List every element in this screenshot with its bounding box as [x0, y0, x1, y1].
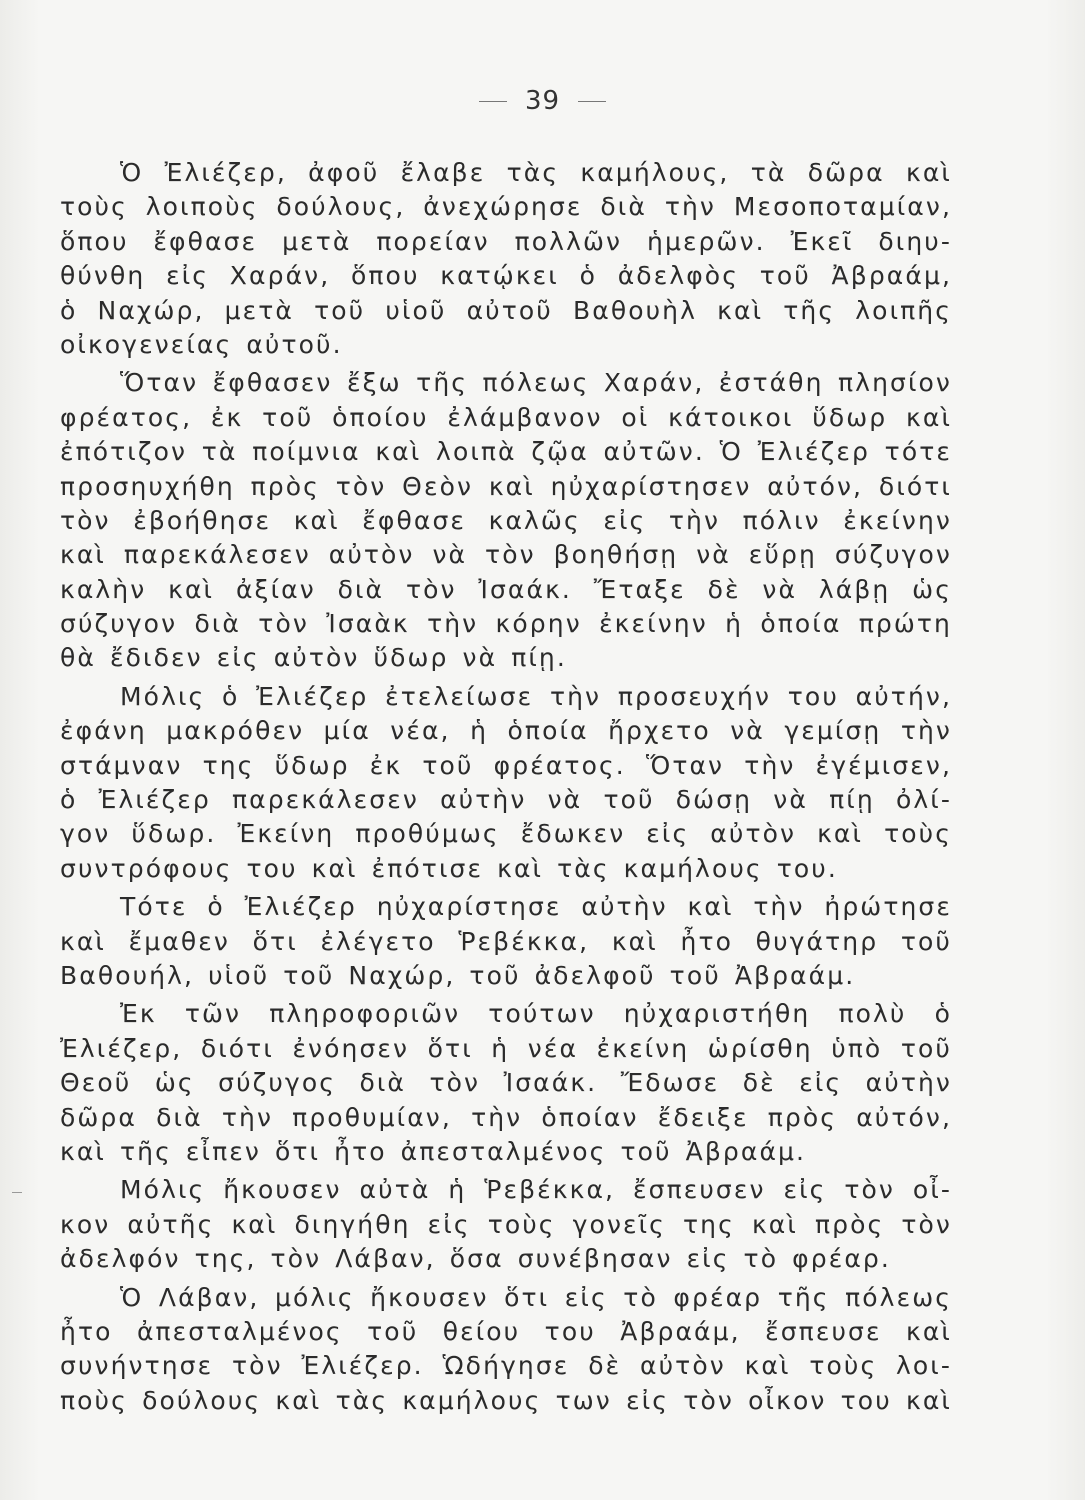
text-line: Ὁ Ἐλιέζερ, ἀφοῦ ἔλαβε τὰς καμήλους, τὰ δῶρα καὶ — [120, 158, 952, 187]
text-line: καὶ παρεκάλεσεν αὐτὸν νὰ τὸν βοηθήσῃ νὰ εὕρῃ σύζυγον — [60, 540, 952, 570]
text-line: συνήντησε τὸν Ἐλιέζερ. Ὡδήγησε δὲ αὐτὸν καὶ τοὺς λοι- — [60, 1351, 952, 1381]
page-number: 39 — [524, 86, 561, 116]
text-line: ὁ Ναχώρ, μετὰ τοῦ υἱοῦ αὐτοῦ Βαθουὴλ καὶ τῆς λοιπῆς — [60, 295, 952, 325]
paragraph-1 — [60, 156, 952, 362]
text-line: Βαθουήλ, υἱοῦ τοῦ Ναχώρ, τοῦ ἀδελφοῦ τοῦ Ἀβραάμ. — [60, 960, 856, 990]
text-line: τοὺς λοιποὺς δούλους, ἀνεχώρησε διὰ τὴν Μεσοποταμίαν, — [60, 192, 952, 222]
text-line: θὰ ἔδιδεν εἰς αὐτὸν ὕδωρ νὰ πίῃ. — [60, 643, 567, 673]
text-line: καὶ ἔμαθεν ὅτι ἐλέγετο Ῥεβέκκα, καὶ ἦτο θυγάτηρ τοῦ — [60, 926, 952, 956]
text-line: προσηυχήθη πρὸς τὸν Θεὸν καὶ ηὐχαρίστησεν αὐτόν, διότι — [60, 471, 952, 501]
text-line: ὅπου ἔφθασε μετὰ πορείαν πολλῶν ἡμερῶν. Ἐκεῖ διηυ- — [60, 226, 952, 256]
paragraph-5 — [60, 997, 952, 1169]
text-line: θύνθη εἰς Χαράν, ὅπου κατῴκει ὁ ἀδελφὸς τοῦ Ἀβραάμ, — [60, 261, 952, 291]
text-line: ἐπότιζον τὰ ποίμνια καὶ λοιπὰ ζῷα αὐτῶν. Ὁ Ἐλιέζερ τότε — [60, 437, 952, 467]
text-line: Μόλις ὁ Ἐλιέζερ ἐτελείωσε τὴν προσευχήν του αὐτήν, — [120, 681, 952, 711]
text-line: σύζυγον διὰ τὸν Ἰσαὰκ τὴν κόρην ἐκείνην ἡ ὁποία πρώτη — [60, 609, 952, 639]
text-line: καὶ τῆς εἶπεν ὅτι ἦτο ἀπεσταλμένος τοῦ Ἀβραάμ. — [60, 1136, 807, 1166]
text-line: δῶρα διὰ τὴν προθυμίαν, τὴν ὁποίαν ἔδειξε πρὸς αὐτόν, — [60, 1102, 952, 1132]
text-line: Ἐλιέζερ, διότι ἐνόησεν ὅτι ἡ νέα ἐκείνη ὡρίσθη ὑπὸ τοῦ — [60, 1033, 952, 1063]
text-line: ἦτο ἀπεσταλμένος τοῦ θείου του Ἀβραάμ, ἔσπευσε καὶ — [60, 1316, 952, 1346]
text-line: ἀδελφόν της, τὸν Λάβαν, ὅσα συνέβησαν εἰς τὸ φρέαρ. — [60, 1244, 891, 1274]
text-line: ἐφάνη μακρόθεν μία νέα, ἡ ὁποία ἤρχετο νὰ γεμίσῃ τὴν — [60, 716, 952, 746]
body-text — [60, 156, 952, 1418]
text-line: Τότε ὁ Ἐλιέζερ ηὐχαρίστησε αὐτὴν καὶ τὴν ἠρώτησε — [120, 892, 952, 922]
paragraph-2 — [60, 366, 952, 676]
paragraph-7 — [60, 1281, 952, 1419]
paragraph-4 — [60, 890, 952, 993]
text-line: οἰκογενείας αὐτοῦ. — [60, 329, 343, 359]
text-line: στάμναν της ὕδωρ ἐκ τοῦ φρέατος. Ὅταν τὴν ἐγέμισεν, — [60, 750, 952, 780]
text-line: ποὺς δούλους καὶ τὰς καμήλους των εἰς τὸν οἶκον του καὶ — [60, 1385, 952, 1415]
margin-mark — [12, 1192, 22, 1193]
text-line: Μόλις ἤκουσεν αὐτὰ ἡ Ῥεβέκκα, ἔσπευσεν εἰς τὸν οἶ- — [120, 1175, 952, 1205]
header-dash-left — [479, 101, 507, 102]
text-line: ὁ Ἐλιέζερ παρεκάλεσεν αὐτὴν νὰ τοῦ δώσῃ νὰ πίῃ ὀλί- — [60, 785, 952, 815]
text-line: Ἐκ τῶν πληροφοριῶν τούτων ηὐχαριστήθη πολὺ ὁ — [120, 999, 952, 1029]
text-line: γον ὕδωρ. Ἐκείνη προθύμως ἔδωκεν εἰς αὐτὸν καὶ τοὺς — [60, 819, 952, 849]
text-line: φρέατος, ἐκ τοῦ ὁποίου ἐλάμβανον οἱ κάτοικοι ὕδωρ καὶ — [60, 402, 952, 432]
page-header — [0, 86, 1085, 116]
text-line: Ὁ Λάβαν, μόλις ἤκουσεν ὅτι εἰς τὸ φρέαρ τῆς πόλεως — [120, 1282, 952, 1312]
text-line: συντρόφους του καὶ ἐπότισε καὶ τὰς καμήλους του. — [60, 853, 838, 883]
text-line: Θεοῦ ὡς σύζυγος διὰ τὸν Ἰσαάκ. Ἔδωσε δὲ εἰς αὐτὴν — [60, 1068, 952, 1098]
text-line: τὸν ἐβοήθησε καὶ ἔφθασε καλῶς εἰς τὴν πόλιν ἐκείνην — [60, 505, 952, 535]
paragraph-6 — [60, 1173, 952, 1276]
text-line: κον αὐτῆς καὶ διηγήθη εἰς τοὺς γονεῖς της καὶ πρὸς τὸν — [60, 1209, 952, 1239]
header-dash-right — [578, 101, 606, 102]
text-line: καλὴν καὶ ἀξίαν διὰ τὸν Ἰσαάκ. Ἔταξε δὲ νὰ λάβῃ ὡς — [60, 574, 952, 604]
text-line: Ὅταν ἔφθασεν ἔξω τῆς πόλεως Χαράν, ἐστάθη πλησίον — [120, 368, 952, 398]
paragraph-3 — [60, 680, 952, 886]
